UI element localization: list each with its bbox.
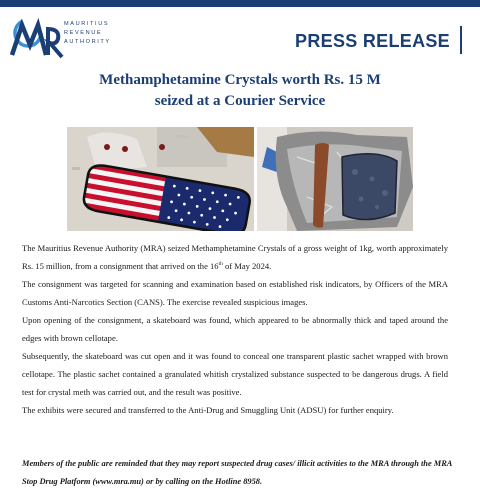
- concealed-drugs-photo: [257, 127, 413, 231]
- title-line1: Methamphetamine Crystals worth Rs. 15 M: [99, 72, 381, 88]
- paragraph-skateboard: Upon opening of the consignment, a skateboard was found, which appeared to be abnormally thick and taped around the edges with brown cellotape.: [22, 315, 448, 343]
- top-banner-bar: [0, 0, 480, 7]
- logo-line2: REVENUE: [64, 30, 103, 36]
- logo-line1: MAURITIUS: [64, 21, 110, 27]
- logo-wordmark: [64, 20, 111, 47]
- mra-logo-mark: [8, 15, 64, 61]
- date-ordinal: th: [218, 261, 223, 268]
- paragraph-seizure-end: of May 2024.: [222, 261, 272, 271]
- public-notice: Members of the public are reminded that they may report suspected drug cases/ illicit activities to the MRA through the MRA Stop Drug Platform (www.mra.mu) or by calling on the Hotline 8958.: [22, 459, 452, 486]
- title-line2: seized at a Courier Service: [154, 93, 326, 109]
- mra-logo: [8, 15, 118, 61]
- paragraph-targeting: The consignment was targeted for scanning and examination based on established risk indicators, by Officers of the MRA Customs Anti-Narcotics Section (CANS). The exercise revealed suspicious images.: [22, 279, 448, 307]
- press-release-label: PRESS RELEASE: [295, 31, 450, 51]
- paragraph-discovery: Subsequently, the skateboard was cut open and it was found to conceal one transparent plastic sachet wrapped with brown cellotape. The plastic sachet contained a granulated whitish crystalized substance suspected to be dangerous drugs. A field test for crystal meth was carried out, and the result was positive.: [22, 351, 448, 397]
- page-title: [0, 70, 480, 112]
- paragraph-seizure: [22, 239, 448, 275]
- press-release-body: [22, 239, 448, 419]
- press-release-divider: [460, 26, 462, 54]
- logo-line3: AUTHORITY: [64, 39, 111, 45]
- paragraph-seizure-text: The Mauritius Revenue Authority (MRA) seized Methamphetamine Crystals of a gross weight of 1kg, worth approximately Rs. 15 million, from a consignment that arrived on the 16: [22, 243, 448, 271]
- paragraph-transfer: The exhibits were secured and transferred to the Anti-Drug and Smuggling Unit (ADSU) for further enquiry.: [22, 405, 394, 415]
- skateboard-photo: [67, 127, 254, 231]
